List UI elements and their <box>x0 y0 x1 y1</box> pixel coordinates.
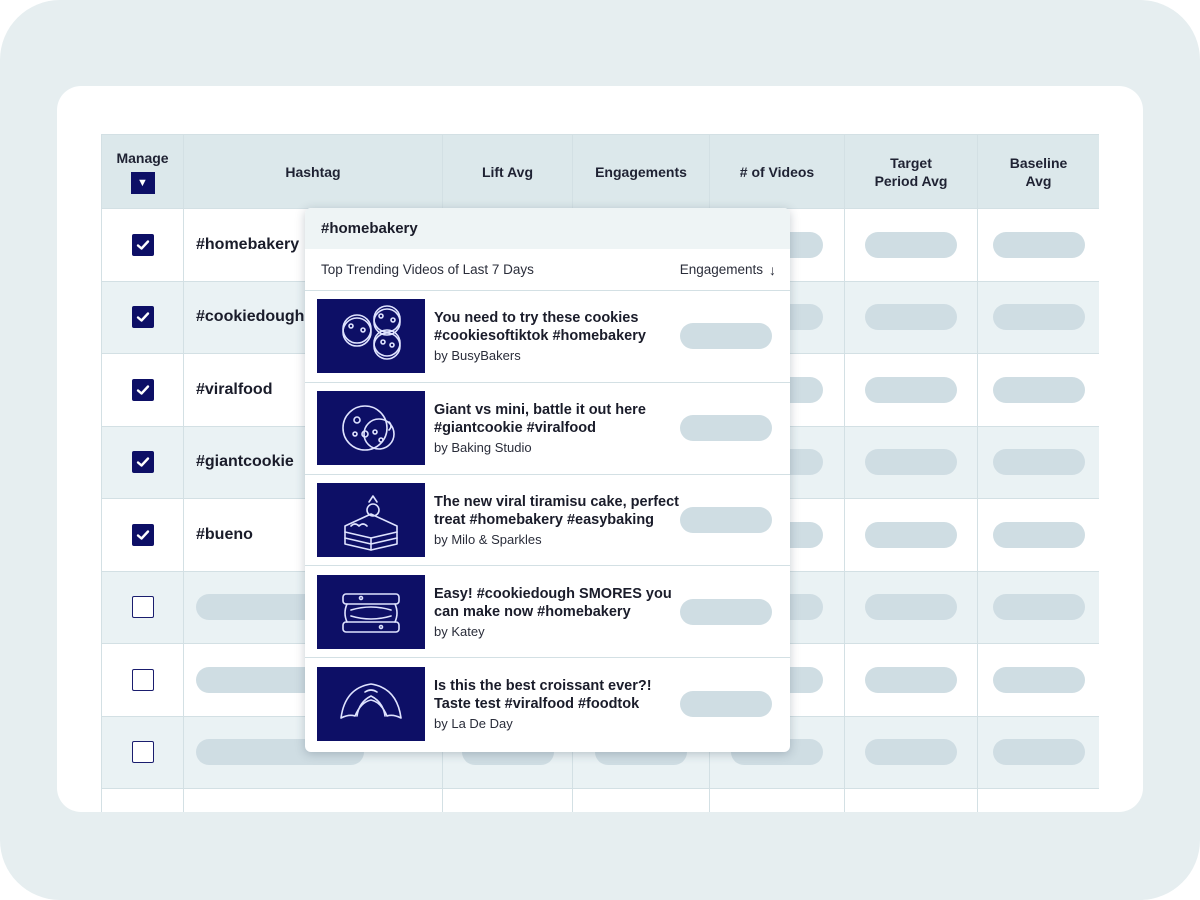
empty-cell <box>184 789 443 813</box>
manage-cell <box>102 644 184 717</box>
manage-cell <box>102 209 184 282</box>
caret-down-icon: ▼ <box>137 177 148 189</box>
video-title[interactable]: Giant vs mini, battle it out here #giantcookie #viralfood <box>434 402 646 437</box>
empty-cell <box>710 789 845 813</box>
video-list-item[interactable] <box>305 383 790 475</box>
row-checkbox[interactable] <box>132 379 154 401</box>
video-author: by La De Day <box>434 716 513 732</box>
empty-cell <box>845 789 978 813</box>
video-list-item[interactable] <box>305 475 790 567</box>
sort-engagements-control[interactable] <box>680 262 776 277</box>
manage-dropdown-button[interactable] <box>131 172 155 194</box>
engagements-placeholder-pill <box>680 323 772 349</box>
header-manage <box>102 135 184 209</box>
video-author: by BusyBakers <box>434 348 521 364</box>
video-author: by Katey <box>434 623 485 639</box>
target-period-cell <box>845 571 978 644</box>
placeholder-pill <box>993 739 1085 765</box>
placeholder-pill <box>865 377 957 403</box>
placeholder-pill <box>993 377 1085 403</box>
baseline-cell <box>978 354 1100 427</box>
row-checkbox[interactable] <box>132 306 154 328</box>
header-baseline-avg[interactable] <box>978 135 1100 209</box>
placeholder-pill <box>993 522 1085 548</box>
baseline-cell <box>978 209 1100 282</box>
video-info <box>434 677 684 731</box>
baseline-cell <box>978 571 1100 644</box>
engagements-placeholder-pill <box>680 415 772 441</box>
engagements-placeholder-pill <box>680 507 772 533</box>
placeholder-pill <box>865 594 957 620</box>
target-period-cell <box>845 354 978 427</box>
row-checkbox[interactable] <box>132 451 154 473</box>
target-period-cell <box>845 644 978 717</box>
manage-cell <box>102 281 184 354</box>
sort-label: Engagements <box>679 262 763 277</box>
smores-icon <box>321 578 421 646</box>
manage-cell <box>102 426 184 499</box>
target-period-cell <box>845 499 978 572</box>
baseline-cell <box>978 426 1100 499</box>
placeholder-pill <box>993 667 1085 693</box>
manage-cell <box>102 499 184 572</box>
video-title[interactable]: Is this the best croissant ever?! Taste test #viralfood #foodtok <box>434 678 652 713</box>
table-row <box>102 789 1100 813</box>
video-info <box>434 309 684 363</box>
popup-title: #homebakery <box>305 208 790 249</box>
popup-subtitle: Top Trending Videos of Last 7 Days <box>321 262 534 277</box>
arrow-down-icon: ↓ <box>769 261 776 278</box>
engagements-placeholder-pill <box>680 599 772 625</box>
hashtag-label: #bueno <box>196 525 253 543</box>
engagements-placeholder-pill <box>680 691 772 717</box>
placeholder-pill <box>865 667 957 693</box>
row-checkbox[interactable] <box>132 234 154 256</box>
empty-cell <box>573 789 710 813</box>
hashtag-label: #homebakery <box>196 235 300 253</box>
hashtag-label: #cookiedough <box>196 308 305 326</box>
video-list-item[interactable] <box>305 291 790 383</box>
placeholder-pill <box>993 304 1085 330</box>
video-thumbnail[interactable] <box>317 575 425 649</box>
manage-cell <box>102 571 184 644</box>
giant-cookie-icon <box>321 394 421 462</box>
video-list <box>305 291 790 750</box>
header-num-videos[interactable]: # of Videos <box>710 135 845 209</box>
cake-slice-icon <box>321 486 421 554</box>
row-checkbox[interactable] <box>132 524 154 546</box>
header-lift-avg[interactable]: Lift Avg <box>443 135 573 209</box>
row-checkbox[interactable] <box>132 669 154 691</box>
header-manage-label: Manage <box>116 150 169 166</box>
placeholder-pill <box>865 304 957 330</box>
hashtag-label: #viralfood <box>196 380 273 398</box>
manage-cell <box>102 716 184 789</box>
placeholder-pill <box>865 232 957 258</box>
video-info <box>434 401 684 455</box>
hashtag-label: #giantcookie <box>196 453 294 471</box>
video-thumbnail[interactable] <box>317 299 425 373</box>
header-target-label: Target Period Avg <box>874 154 948 189</box>
trending-videos-popup <box>305 208 790 752</box>
croissant-icon <box>321 670 421 738</box>
checkmark-icon <box>136 311 150 323</box>
table-header-row <box>102 135 1100 209</box>
video-author: by Baking Studio <box>434 440 532 456</box>
placeholder-pill <box>865 522 957 548</box>
placeholder-pill <box>865 739 957 765</box>
header-target-period-avg[interactable] <box>845 135 978 209</box>
baseline-cell <box>978 499 1100 572</box>
header-baseline-label: Baseline Avg <box>1009 154 1068 189</box>
placeholder-pill <box>993 449 1085 475</box>
empty-cell <box>443 789 573 813</box>
cookies-icon <box>321 302 421 370</box>
target-period-cell <box>845 281 978 354</box>
header-engagements[interactable]: Engagements <box>573 135 710 209</box>
video-title[interactable]: Easy! #cookiedough SMORES you can make now #homebakery <box>434 585 672 620</box>
placeholder-pill <box>993 232 1085 258</box>
checkmark-icon <box>136 384 150 396</box>
row-checkbox[interactable] <box>132 741 154 763</box>
manage-cell <box>102 354 184 427</box>
placeholder-pill <box>865 449 957 475</box>
video-thumbnail[interactable] <box>317 667 425 741</box>
target-period-cell <box>845 716 978 789</box>
video-list-item[interactable] <box>305 658 790 750</box>
checkmark-icon <box>136 239 150 251</box>
video-author: by Milo & Sparkles <box>434 531 542 547</box>
video-list-item[interactable] <box>305 566 790 658</box>
baseline-cell <box>978 716 1100 789</box>
video-title[interactable]: You need to try these cookies #cookiesoftiktok #homebakery <box>434 310 646 345</box>
video-info <box>434 493 684 547</box>
empty-cell <box>102 789 184 813</box>
target-period-cell <box>845 209 978 282</box>
header-hashtag[interactable]: Hashtag <box>184 135 443 209</box>
baseline-cell <box>978 644 1100 717</box>
checkmark-icon <box>136 456 150 468</box>
popup-subheader <box>305 249 790 291</box>
baseline-cell <box>978 281 1100 354</box>
video-thumbnail[interactable] <box>317 391 425 465</box>
video-thumbnail[interactable] <box>317 483 425 557</box>
empty-cell <box>978 789 1100 813</box>
video-title[interactable]: The new viral tiramisu cake, perfect treat #homebakery #easybaking <box>434 493 679 528</box>
target-period-cell <box>845 426 978 499</box>
checkmark-icon <box>136 529 150 541</box>
placeholder-pill <box>993 594 1085 620</box>
video-info <box>434 585 684 639</box>
row-checkbox[interactable] <box>132 596 154 618</box>
